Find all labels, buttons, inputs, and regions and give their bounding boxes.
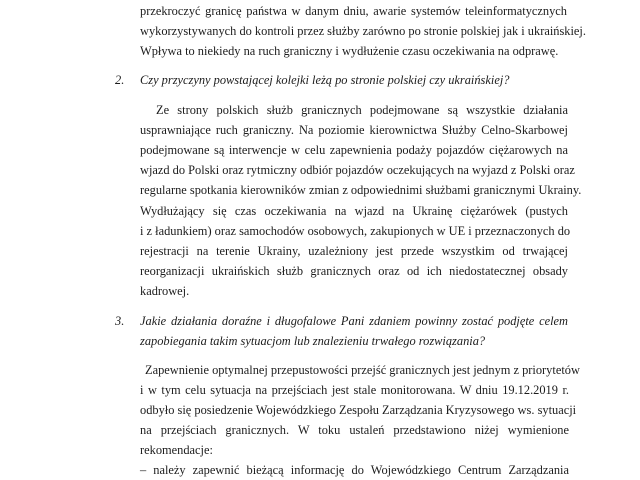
text-line: rekomendacje:	[140, 443, 213, 457]
text-line: i w tym celu sytuacja na przejściach jest stale monitorowana. W dniu 19.12.2019 r.	[140, 383, 569, 397]
text-line: Ze strony polskich służb granicznych podejmowane są wszystkie działania	[156, 103, 568, 117]
text-line: Wpływa to niekiedy na ruch graniczny i wydłużenie czasu oczekiwania na odprawę.	[140, 44, 559, 58]
text-line: regularne spotkania kierowników zmian z odpowiednimi służbami granicznymi Ukrainy.	[140, 183, 582, 197]
text-line: reorganizacji ukraińskich służb granicznych oraz od ich niedostatecznej obsady	[140, 264, 568, 278]
question-number: 3.	[115, 314, 125, 328]
text-line: wykorzystywanych do kontroli przez służby zarówno po stronie polskiej jak i ukraińskiej.	[140, 24, 586, 38]
question-text: Jakie działania doraźne i długofalowe Pani zdaniem powinny zostać podjęte celem	[140, 314, 568, 328]
text-line: odbyło się posiedzenie Wojewódzkiego Zespołu Zarządzania Kryzysowego ws. sytuacji	[140, 403, 577, 417]
text-line: na przejściach granicznych. W toku ustaleń przedstawiono niżej wymienione	[140, 423, 569, 437]
text-line: podejmowane są interwencje w celu zapewnienia podaży pojazdów ciężarowych na	[140, 143, 568, 157]
text-line: kadrowej.	[140, 284, 190, 298]
text-line: przekroczyć granicę państwa w danym dniu, awarie systemów teleinformatycznych	[140, 4, 567, 18]
text-line: usprawniające ruch graniczny. Na poziomie kierownictwa Służby Celno-Skarbowej	[140, 123, 568, 137]
text-line: – należy zapewnić bieżącą informację do Wojewódzkiego Centrum Zarządzania	[140, 463, 569, 477]
text-line: wjazd do Polski oraz rytmiczny odbiór pojazdów oczekujących na wyjazd z Polski oraz	[140, 163, 575, 177]
text-line: rejestracji na terenie Ukrainy, uzależniony jest przede wszystkim od trwającej	[140, 244, 568, 258]
question-number: 2.	[115, 73, 125, 87]
text-line: Zapewnienie optymalnej przepustowości przejść granicznych jest jednym z priorytetów	[145, 363, 580, 377]
question-text: Czy przyczyny powstającej kolejki leżą po stronie polskiej czy ukraińskiej?	[140, 73, 510, 87]
question-text: zapobiegania takim sytuacjom lub znalezieniu trwałego rozwiązania?	[140, 334, 486, 348]
text-line: i z ładunkiem) oraz samochodów osobowych, zakupionych w UE i przeznaczonych do	[140, 224, 571, 238]
text-line: Wydłużający się czas oczekiwania na wjazd na Ukrainę ciężarówek (pustych	[140, 204, 568, 218]
